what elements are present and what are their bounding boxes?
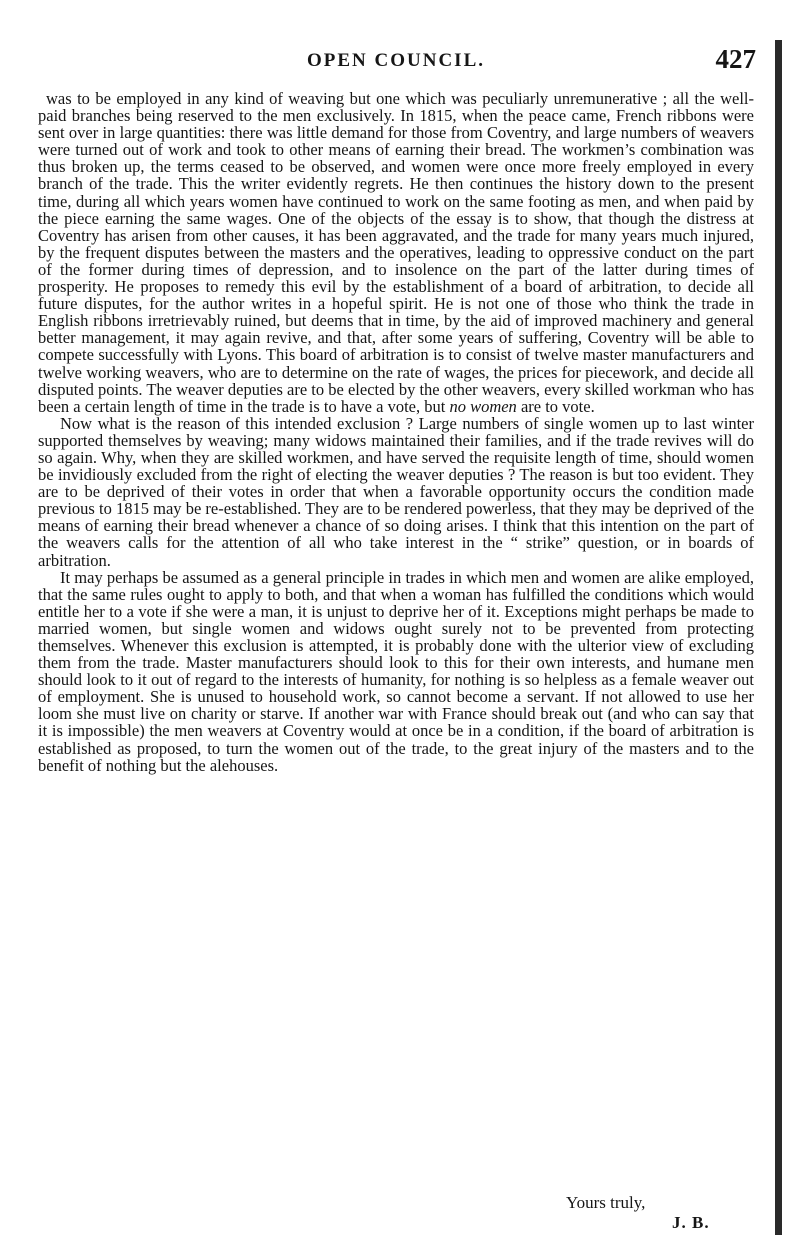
letter-closing [566, 1193, 710, 1233]
paragraph-1 [38, 90, 754, 415]
running-header [36, 44, 756, 78]
article-body [38, 90, 754, 774]
running-title: OPEN COUNCIL. [306, 50, 485, 71]
paragraph-1-end: are to vote. [520, 396, 595, 416]
signature: J. B. [672, 1213, 710, 1232]
paragraph-1-italic: no women [449, 396, 517, 416]
paragraph-2: Now what is the reason of this intended exclusion ? Large numbers of single women up to last winter supported themselves by weaving; many widows maintained their families, and if the trade revives will do so again. Why, when they are skilled workmen, and have served the requisite length of time, should women be invidiously excluded from the right of electing the weaver deputies ? The reason is but too evident. They are to be deprived of their votes in order that when a favorable opportunity occurs the condition made previous to 1815 may be re-established. They are to be rendered powerless, that they may be deprived of the means of earning their bread whenever a chance of so doing arises. I think that this intention on the part of the weavers calls for the attention of all who take interest in the “ strike” question, or in boards of arbitration. [38, 413, 754, 570]
paragraph-3: It may perhaps be assumed as a general principle in trades in which men and women are alike employed, that the same rules ought to apply to both, and that when a woman has fulfilled the conditions which would entitle her to a vote if she were a man, it is unjust to deprive her of it. Exceptions might perhaps be made to married women, but single women and widows ought surely not to be prevented from protecting themselves. Whenever this exclusion is attempted, it is probably done with the ulterior view of excluding them from the trade. Master manufacturers should look to this for their own interests, and humane men should look to it out of regard to the interests of humanity, for nothing is so helpless as a female weaver out of employment. She is unused to household work, so cannot become a servant. If not allowed to use her loom she must live on charity or starve. If another war with France should break out (and who can say that it is impossible) the men weavers at Coventry would at once be in a condition, if the board of arbitration is established as proposed, to turn the women out of the trade, to the great injury of the masters and to the benefit of nothing but the alehouses. [38, 567, 754, 775]
paragraph-1-text: was to be employed in any kind of weaving but one which was peculiarly unremunerative ; all the well-paid branches being reserved to the men exclusively. In 1815, when the peace came, French ribbons were sent over in large quantities: there was little demand for those from Coventry, and large numbers of weavers were turned out of work and took to other means of earning their bread. The workmen’s combination was thus broken up, the terms ceased to be observed, and women were once more freely employed in every branch of the trade. This the writer evidently regrets. He then continues the history down to the present time, during all which years women have continued to work on the same footing as men, and when paid by the piece earning the same wages. One of the objects of the essay is to show, that though the distress at Coventry has arisen from other causes, it has been aggravated, and the trade for many years much injured, by the frequent disputes between the masters and the operatives, leading to oppressive conduct on the part of the former during times of depression, and to insolence on the part of the latter during times of prosperity. He proposes to remedy this evil by the establishment of a board of arbitration, to decide all future disputes, for the author writes in a hopeful spirit. He is not one of those who think the trade in English ribbons irretrievably ruined, but deems that in time, by the aid of improved machinery and general better management, it may again revive, and that, after some years of suffering, Coventry will be able to compete successfully with Lyons. This board of arbitration is to consist of twelve master manufacturers and twelve working weavers, who are to determine on the rate of wages, the prices for piecework, and decide all disputed points. The weaver deputies are to be elected by the other weavers, every skilled workman who has been a certain length of time in the trade is to have a vote, but [38, 89, 754, 416]
page-edge-bar [775, 40, 782, 1235]
valediction: Yours truly, [566, 1193, 646, 1212]
page-number: 427 [715, 44, 756, 74]
